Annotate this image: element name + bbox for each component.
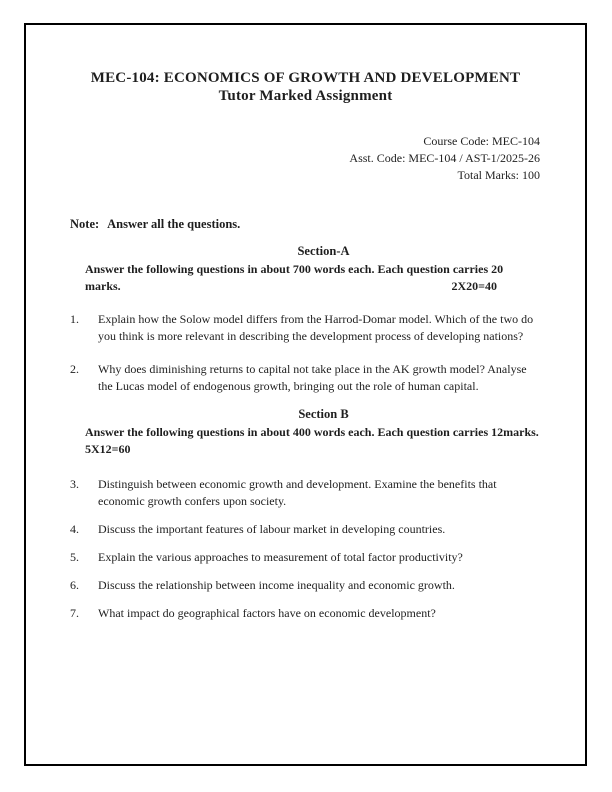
- question-line: Explain the various approaches to measurement of total factor productivity?: [98, 550, 463, 564]
- question-text: [98, 311, 548, 345]
- question-line: Discuss the important features of labour market in developing countries.: [98, 522, 446, 536]
- question-line: you think is more relevant in describing the development process of developing nations?: [98, 329, 524, 343]
- course-code: Course Code: MEC-104: [423, 134, 540, 148]
- total-marks: Total Marks: 100: [457, 167, 540, 182]
- question-item: [70, 577, 548, 594]
- section-a-marks-scheme: 2X20=40: [451, 279, 497, 293]
- question-line: What impact do geographical factors have on economic development?: [98, 606, 436, 620]
- question-number: 3.: [70, 477, 79, 491]
- section-b-heading: Section B: [298, 407, 349, 421]
- section-b-instruction-line1: Answer the following questions in about 400 words each. Each question carries 12marks.: [85, 425, 539, 439]
- question-item: [70, 311, 548, 345]
- question-item: [70, 605, 548, 622]
- question-line: Discuss the relationship between income inequality and economic growth.: [98, 578, 455, 592]
- section-a-instruction-line2: [85, 278, 497, 295]
- section-a-instructions: [85, 261, 504, 295]
- document-title: [24, 69, 587, 105]
- question-item: [70, 549, 548, 566]
- question-item: [70, 521, 548, 538]
- note-line: [70, 217, 240, 232]
- question-number: 7.: [70, 606, 79, 620]
- question-line: Why does diminishing returns to capital not take place in the AK growth model? Analyse: [98, 362, 527, 376]
- question-text: [98, 605, 548, 622]
- question-text: [98, 361, 548, 395]
- section-b-questions: [70, 476, 548, 633]
- section-a-questions: [70, 311, 548, 411]
- note-label: Note:: [70, 217, 100, 231]
- question-number: 1.: [70, 312, 79, 326]
- question-number: 6.: [70, 578, 79, 592]
- question-line: the Lucas model of endogenous growth, bringing out the role of human capital.: [98, 379, 479, 393]
- question-text: [98, 549, 548, 566]
- section-a-heading: Section-A: [297, 244, 350, 258]
- question-line: economic growth confers upon society.: [98, 494, 287, 508]
- question-item: [70, 476, 548, 510]
- assignment-code: Asst. Code: MEC-104 / AST-1/2025-26: [349, 150, 540, 165]
- question-number: 2.: [70, 362, 79, 376]
- section-b-marks-scheme: 5X12=60: [85, 442, 131, 456]
- question-line: Distinguish between economic growth and development. Examine the benefits that: [98, 477, 497, 491]
- section-a-instruction-marks-word: marks.: [85, 279, 121, 293]
- question-text: [98, 521, 548, 538]
- section-a-instruction-line1: Answer the following questions in about 700 words each. Each question carries 20: [85, 262, 504, 276]
- question-line: Explain how the Solow model differs from the Harrod-Domar model. Which of the two do: [98, 312, 534, 326]
- course-codes-block: [24, 133, 540, 183]
- note-text: Answer all the questions.: [107, 217, 241, 231]
- question-item: [70, 361, 548, 395]
- question-number: 4.: [70, 522, 79, 536]
- section-b-instructions: [85, 424, 537, 458]
- question-number: 5.: [70, 550, 79, 564]
- title-line-2: Tutor Marked Assignment: [218, 88, 393, 104]
- question-text: [98, 476, 548, 510]
- question-text: [98, 577, 548, 594]
- title-line-1: MEC-104: ECONOMICS OF GROWTH AND DEVELOPMENT: [90, 70, 521, 86]
